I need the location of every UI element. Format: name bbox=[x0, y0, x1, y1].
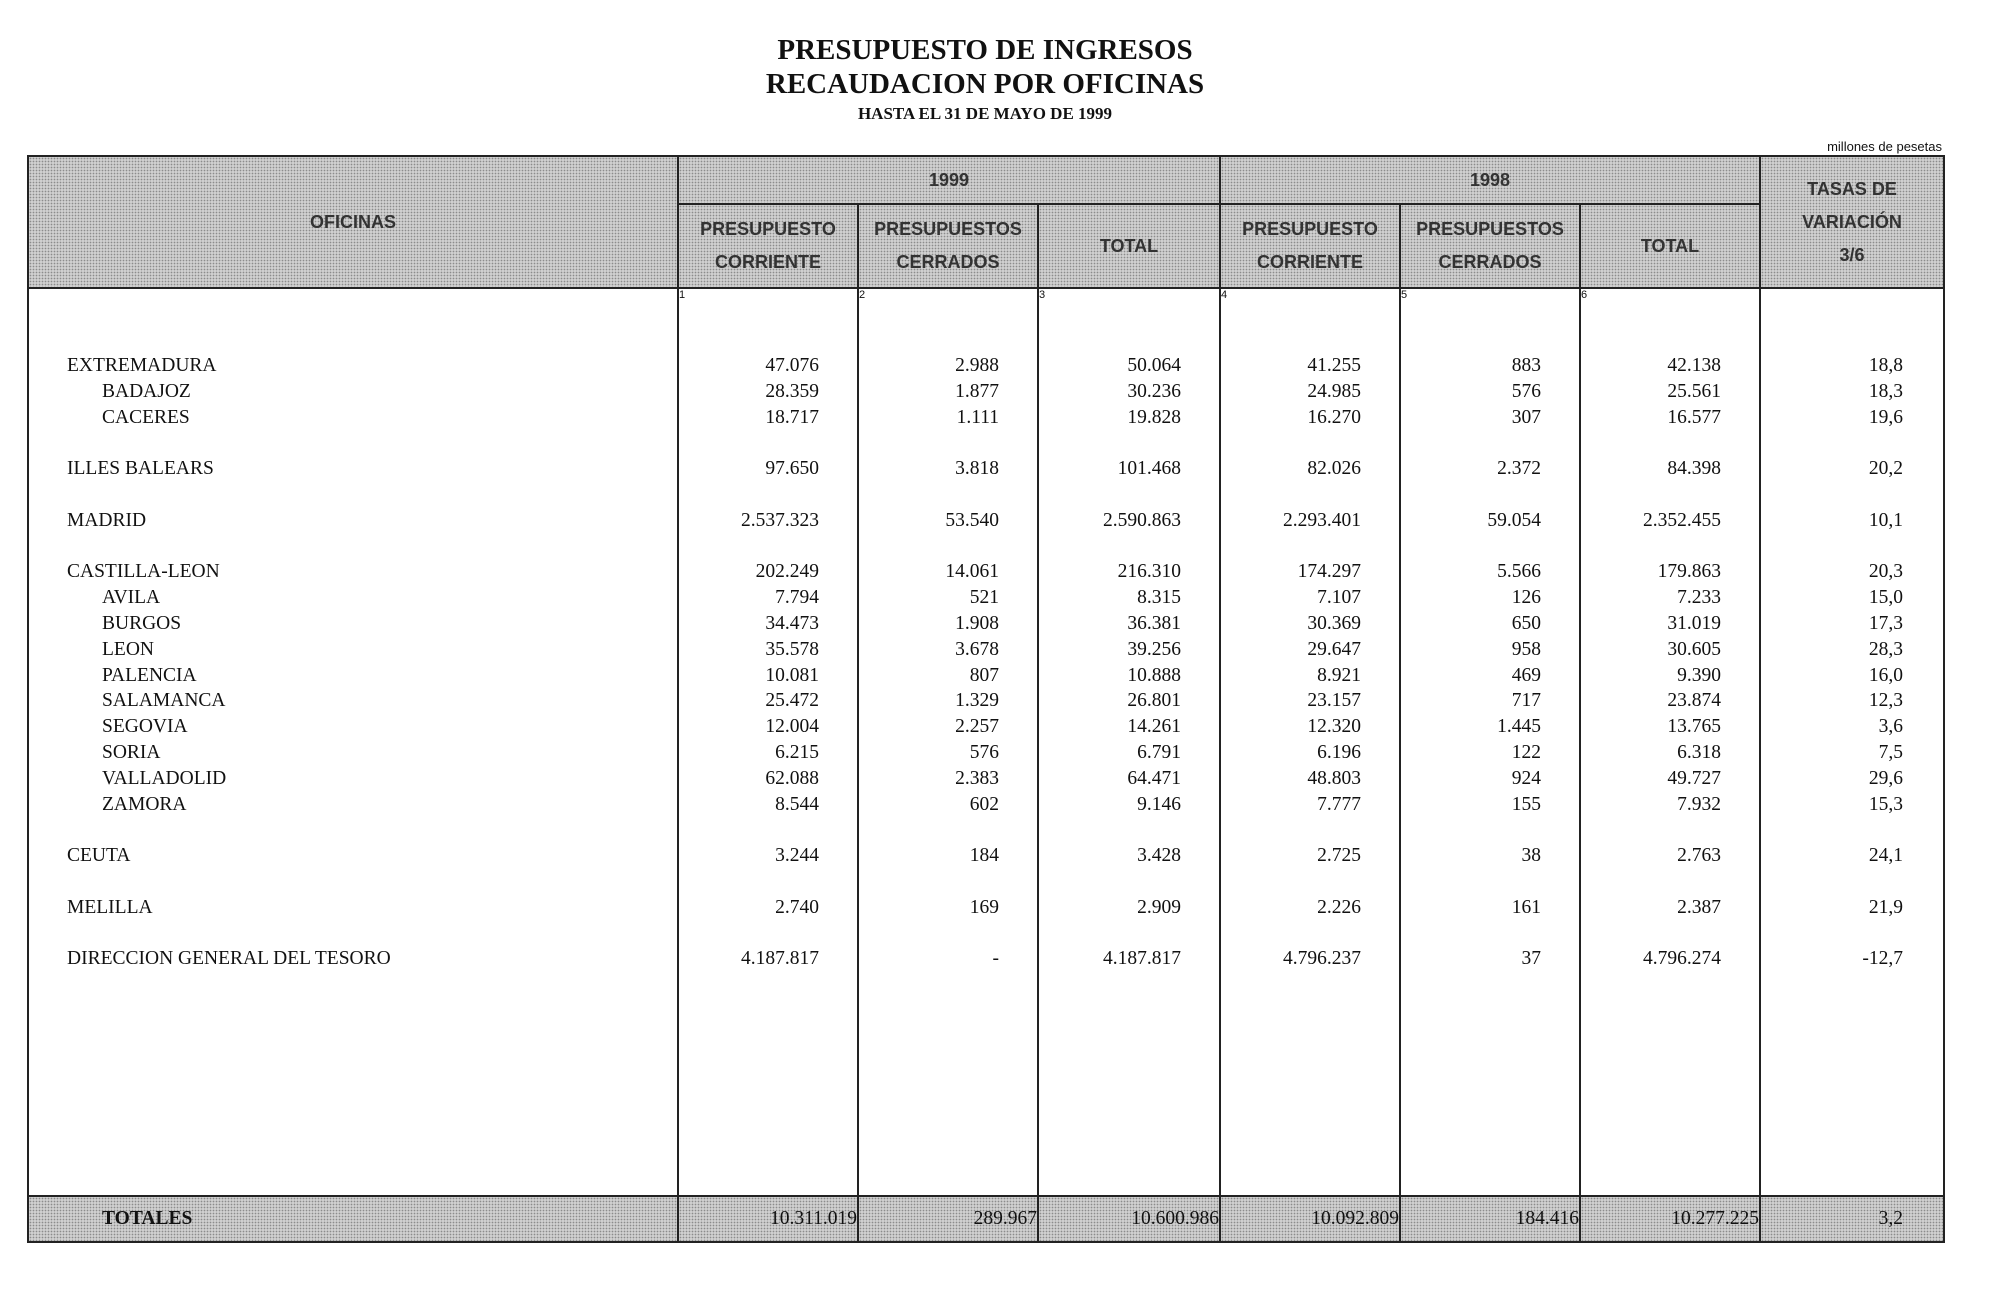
totals-value: 10.311.019 bbox=[678, 1196, 858, 1242]
amount-cell: 8.921 bbox=[1317, 664, 1361, 686]
amount-cell: 14.261 bbox=[1127, 716, 1181, 738]
amount-cell: 10.081 bbox=[765, 664, 819, 686]
office-name: EXTREMADURA bbox=[67, 355, 217, 376]
amount-cell: 59.054 bbox=[1487, 509, 1541, 531]
column-number: 3 bbox=[1038, 288, 1220, 315]
office-name: MADRID bbox=[67, 509, 147, 531]
amount-cell: 2.352.455 bbox=[1643, 509, 1721, 531]
amount-cell: 2.909 bbox=[1137, 896, 1181, 918]
amount-cell: 3.428 bbox=[1137, 845, 1181, 867]
amount-cell: 37 bbox=[1521, 948, 1541, 970]
amount-cell: 174.297 bbox=[1297, 561, 1361, 583]
amount-cell: 2.988 bbox=[955, 355, 999, 376]
value-column bbox=[1220, 315, 1400, 1196]
office-name: DIRECCION GENERAL DEL TESORO bbox=[67, 948, 391, 970]
totals-value: 184.416 bbox=[1400, 1196, 1580, 1242]
amount-cell: 4.796.237 bbox=[1283, 948, 1361, 970]
amount-cell: 650 bbox=[1511, 612, 1541, 634]
office-name: CASTILLA-LEON bbox=[67, 561, 220, 583]
amount-cell: 1.329 bbox=[955, 690, 999, 712]
header-presupuesto-corriente-1998: PRESUPUESTO CORRIENTE bbox=[1220, 204, 1400, 288]
amount-cell: 24.985 bbox=[1307, 380, 1361, 402]
amount-cell: 1.908 bbox=[955, 612, 999, 634]
header-year-1998: 1998 bbox=[1220, 156, 1760, 204]
totals-value: 289.967 bbox=[858, 1196, 1038, 1242]
amount-cell: 64.471 bbox=[1127, 767, 1181, 789]
column-number: 1 bbox=[678, 288, 858, 315]
header-tasas-variacion: TASAS DE VARIACIÓN 3/6 bbox=[1760, 156, 1944, 288]
header-total-1998: TOTAL bbox=[1580, 204, 1760, 288]
variation-rate: 17,3 bbox=[1868, 612, 1903, 634]
variation-rate: 10,1 bbox=[1868, 509, 1903, 531]
amount-cell: 958 bbox=[1511, 638, 1541, 660]
variation-rate: 24,1 bbox=[1868, 845, 1903, 867]
amount-cell: - bbox=[992, 948, 999, 970]
amount-cell: 23.157 bbox=[1307, 690, 1361, 712]
variation-rate: 20,3 bbox=[1868, 561, 1903, 583]
variation-rate: 18,8 bbox=[1868, 355, 1903, 376]
amount-cell: 576 bbox=[969, 741, 999, 763]
variation-rate: 20,2 bbox=[1868, 458, 1903, 480]
amount-cell: 1.445 bbox=[1497, 716, 1541, 738]
office-name: MELILLA bbox=[67, 896, 153, 918]
amount-cell: 3.244 bbox=[775, 845, 819, 867]
amount-cell: 717 bbox=[1511, 690, 1541, 712]
province-name: AVILA bbox=[102, 587, 161, 609]
variation-rate: -12,7 bbox=[1862, 948, 1903, 970]
amount-cell: 39.256 bbox=[1127, 638, 1181, 660]
amount-cell: 2.293.401 bbox=[1283, 509, 1361, 531]
amount-cell: 9.146 bbox=[1137, 793, 1181, 815]
totals-value: 10.600.986 bbox=[1038, 1196, 1220, 1242]
variation-rate: 15,0 bbox=[1868, 587, 1903, 609]
province-name: BADAJOZ bbox=[102, 380, 191, 402]
province-name: BURGOS bbox=[102, 612, 182, 634]
column-number: 2 bbox=[858, 288, 1038, 315]
document-date: HASTA EL 31 DE MAYO DE 1999 bbox=[857, 104, 1113, 123]
amount-cell: 30.236 bbox=[1127, 380, 1181, 402]
amount-cell: 2.226 bbox=[1317, 896, 1361, 918]
amount-cell: 6.318 bbox=[1677, 741, 1721, 763]
column-number: 6 bbox=[1580, 288, 1760, 315]
variation-rate: 16,0 bbox=[1868, 664, 1903, 686]
amount-cell: 602 bbox=[969, 793, 999, 815]
amount-cell: 7.777 bbox=[1317, 793, 1361, 815]
amount-cell: 42.138 bbox=[1667, 355, 1721, 376]
amount-cell: 14.061 bbox=[945, 561, 999, 583]
province-name: SEGOVIA bbox=[102, 716, 188, 738]
value-column bbox=[1400, 315, 1580, 1196]
amount-cell: 9.390 bbox=[1677, 664, 1721, 686]
amount-cell: 26.801 bbox=[1127, 690, 1181, 712]
amount-cell: 2.537.323 bbox=[741, 509, 819, 531]
amount-cell: 122 bbox=[1511, 741, 1541, 763]
amount-cell: 2.372 bbox=[1497, 458, 1541, 480]
variation-rate: 19,6 bbox=[1868, 406, 1903, 428]
amount-cell: 18.717 bbox=[765, 406, 819, 428]
variation-rate: 7,5 bbox=[1878, 741, 1903, 763]
amount-cell: 53.540 bbox=[945, 509, 999, 531]
amount-cell: 6.196 bbox=[1317, 741, 1361, 763]
amount-cell: 924 bbox=[1511, 767, 1541, 789]
amount-cell: 4.187.817 bbox=[1103, 948, 1181, 970]
amount-cell: 5.566 bbox=[1497, 561, 1541, 583]
amount-cell: 4.187.817 bbox=[741, 948, 819, 970]
variation-rate: 3,6 bbox=[1878, 716, 1903, 738]
amount-cell: 34.473 bbox=[765, 612, 819, 634]
amount-cell: 521 bbox=[969, 587, 999, 609]
amount-cell: 469 bbox=[1511, 664, 1541, 686]
amount-cell: 6.791 bbox=[1137, 741, 1181, 763]
amount-cell: 8.315 bbox=[1137, 587, 1181, 609]
value-column bbox=[1580, 315, 1760, 1196]
amount-cell: 25.472 bbox=[765, 690, 819, 712]
value-column bbox=[678, 315, 858, 1196]
amount-cell: 7.233 bbox=[1677, 587, 1721, 609]
amount-cell: 2.740 bbox=[775, 896, 819, 918]
province-name: SORIA bbox=[102, 741, 161, 763]
amount-cell: 41.255 bbox=[1307, 355, 1361, 376]
amount-cell: 3.678 bbox=[955, 638, 999, 660]
amount-cell: 161 bbox=[1511, 896, 1541, 918]
amount-cell: 50.064 bbox=[1127, 355, 1181, 376]
value-column bbox=[858, 315, 1038, 1196]
amount-cell: 1.877 bbox=[955, 380, 999, 402]
amount-cell: 576 bbox=[1511, 380, 1541, 402]
value-column bbox=[1760, 315, 1944, 1196]
header-presupuesto-corriente-1999: PRESUPUESTO CORRIENTE bbox=[678, 204, 858, 288]
amount-cell: 1.111 bbox=[956, 406, 999, 428]
amount-cell: 31.019 bbox=[1667, 612, 1721, 634]
document-subtitle: RECAUDACION POR OFICINAS bbox=[765, 68, 1205, 100]
amount-cell: 216.310 bbox=[1117, 561, 1181, 583]
amount-cell: 47.076 bbox=[765, 355, 819, 376]
amount-cell: 30.369 bbox=[1307, 612, 1361, 634]
variation-rate: 28,3 bbox=[1868, 638, 1903, 660]
totals-value: 10.277.225 bbox=[1580, 1196, 1760, 1242]
province-name: VALLADOLID bbox=[102, 767, 227, 789]
variation-rate: 12,3 bbox=[1868, 690, 1903, 712]
amount-cell: 2.383 bbox=[955, 767, 999, 789]
amount-cell: 19.828 bbox=[1127, 406, 1181, 428]
amount-cell: 2.763 bbox=[1677, 845, 1721, 867]
variation-rate: 15,3 bbox=[1868, 793, 1903, 815]
amount-cell: 807 bbox=[969, 664, 999, 686]
amount-cell: 7.107 bbox=[1317, 587, 1361, 609]
amount-cell: 307 bbox=[1511, 406, 1541, 428]
amount-cell: 30.605 bbox=[1667, 638, 1721, 660]
amount-cell: 62.088 bbox=[765, 767, 819, 789]
amount-cell: 38 bbox=[1521, 845, 1541, 867]
value-column bbox=[1038, 315, 1220, 1196]
totals-value: 10.092.809 bbox=[1220, 1196, 1400, 1242]
amount-cell: 12.004 bbox=[765, 716, 819, 738]
amount-cell: 126 bbox=[1511, 587, 1541, 609]
amount-cell: 184 bbox=[969, 845, 999, 867]
amount-cell: 179.863 bbox=[1657, 561, 1721, 583]
amount-cell: 29.647 bbox=[1307, 638, 1361, 660]
amount-cell: 16.270 bbox=[1307, 406, 1361, 428]
revenue-table bbox=[27, 155, 1945, 1243]
amount-cell: 7.932 bbox=[1677, 793, 1721, 815]
amount-cell: 2.590.863 bbox=[1103, 509, 1181, 531]
amount-cell: 25.561 bbox=[1667, 380, 1721, 402]
amount-cell: 48.803 bbox=[1307, 767, 1361, 789]
column-number: 5 bbox=[1400, 288, 1580, 315]
amount-cell: 82.026 bbox=[1307, 458, 1361, 480]
amount-cell: 28.359 bbox=[765, 380, 819, 402]
province-name: PALENCIA bbox=[102, 664, 197, 686]
amount-cell: 2.257 bbox=[955, 716, 999, 738]
header-total-1999: TOTAL bbox=[1038, 204, 1220, 288]
amount-cell: 49.727 bbox=[1667, 767, 1721, 789]
province-name: LEON bbox=[102, 638, 154, 660]
amount-cell: 10.888 bbox=[1127, 664, 1181, 686]
province-name: ZAMORA bbox=[102, 793, 187, 815]
amount-cell: 7.794 bbox=[775, 587, 819, 609]
province-name: CACERES bbox=[102, 406, 190, 428]
amount-cell: 2.387 bbox=[1677, 896, 1721, 918]
amount-cell: 6.215 bbox=[775, 741, 819, 763]
totals-label: TOTALES bbox=[28, 1196, 678, 1242]
amount-cell: 8.544 bbox=[775, 793, 819, 815]
amount-cell: 36.381 bbox=[1127, 612, 1181, 634]
amount-cell: 101.468 bbox=[1117, 458, 1181, 480]
amount-cell: 883 bbox=[1511, 355, 1541, 376]
amount-cell: 2.725 bbox=[1317, 845, 1361, 867]
header-presupuestos-cerrados-1999: PRESUPUESTOS CERRADOS bbox=[858, 204, 1038, 288]
amount-cell: 3.818 bbox=[955, 458, 999, 480]
amount-cell: 155 bbox=[1511, 793, 1541, 815]
amount-cell: 23.874 bbox=[1667, 690, 1721, 712]
amount-cell: 13.765 bbox=[1667, 716, 1721, 738]
amount-cell: 97.650 bbox=[765, 458, 819, 480]
units-label: millones de pesetas bbox=[1827, 139, 1942, 154]
amount-cell: 12.320 bbox=[1307, 716, 1361, 738]
variation-rate: 21,9 bbox=[1868, 896, 1903, 918]
amount-cell: 16.577 bbox=[1667, 406, 1721, 428]
document-title: PRESUPUESTO DE INGRESOS bbox=[777, 34, 1193, 66]
totals-value: 3,2 bbox=[1760, 1196, 1944, 1242]
amount-cell: 169 bbox=[969, 896, 999, 918]
amount-cell: 202.249 bbox=[755, 561, 819, 583]
amount-cell: 35.578 bbox=[765, 638, 819, 660]
amount-cell: 4.796.274 bbox=[1643, 948, 1721, 970]
province-name: SALAMANCA bbox=[102, 690, 226, 712]
amount-cell: 84.398 bbox=[1667, 458, 1721, 480]
variation-rate: 29,6 bbox=[1868, 767, 1903, 789]
header-year-1999: 1999 bbox=[678, 156, 1220, 204]
office-name: CEUTA bbox=[67, 845, 131, 867]
office-names-column bbox=[28, 315, 678, 1196]
office-name: ILLES BALEARS bbox=[67, 458, 214, 480]
header-presupuestos-cerrados-1998: PRESUPUESTOS CERRADOS bbox=[1400, 204, 1580, 288]
variation-rate: 18,3 bbox=[1868, 380, 1903, 402]
header-oficinas: OFICINAS bbox=[28, 156, 678, 288]
column-number: 4 bbox=[1220, 288, 1400, 315]
